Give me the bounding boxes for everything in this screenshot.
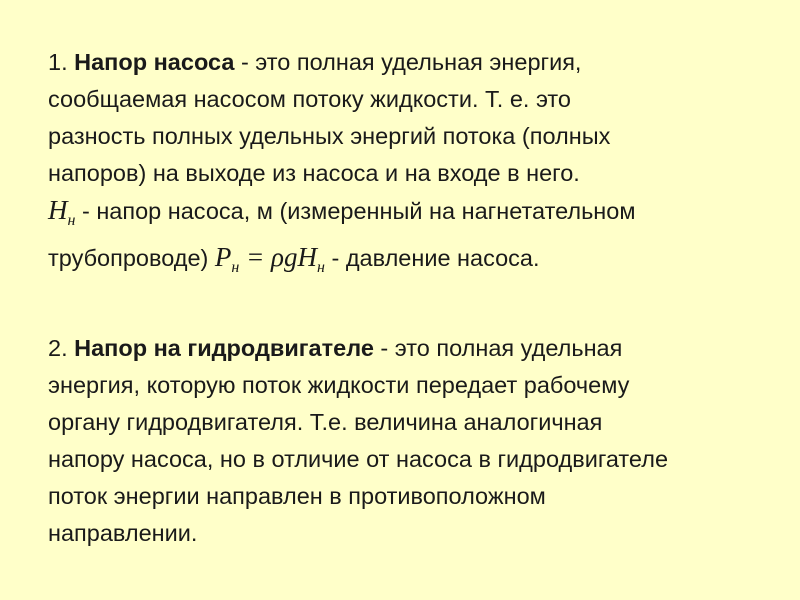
p1-line-1 [48, 44, 788, 81]
p2-line-6: направлении. [48, 520, 198, 546]
p1-number: 1. [48, 49, 75, 75]
p2-line1-rest: - это полная удельная [373, 335, 623, 361]
p2-line-1 [48, 330, 788, 367]
p2-number: 2. [48, 335, 75, 361]
p1-term: Напор насоса [74, 49, 235, 75]
p2-line-3: органу гидродвигателя. Т.е. величина аналогичная [48, 409, 603, 435]
paragraph-motor-head [48, 330, 788, 552]
formula-subscript: н [317, 259, 325, 276]
p2-term: Напор на гидродвигателе [74, 335, 374, 361]
h-subscript: н [67, 212, 76, 229]
p1-line-3: разность полных удельных энергий потока (полных [48, 123, 611, 149]
p1-line5-rest: - напор насоса, м (измеренный на нагнетательном [75, 198, 636, 224]
p-subscript: н [231, 259, 240, 276]
p2-line-2: энергия, которую поток жидкости передает рабочему [48, 372, 630, 398]
paragraph-pump-head [48, 44, 788, 286]
p1-line-6 [48, 239, 788, 286]
p1-line6-end: - давление насоса. [324, 245, 540, 271]
p1-line-2: сообщаемая насосом потоку жидкости. Т. е. это [48, 86, 571, 112]
p2-line-5: поток энергии направлен в противоположном [48, 483, 546, 509]
p1-line6-start: трубопроводе) [48, 245, 215, 271]
p-symbol: P [214, 242, 232, 272]
h-symbol: H [48, 195, 68, 225]
p2-line-4: напору насоса, но в отличие от насоса в гидродвигателе [48, 446, 669, 472]
p1-line-5 [48, 192, 788, 239]
p1-line1-rest: - это полная удельная энергия, [234, 49, 582, 75]
formula-mid: = ρgH [239, 242, 318, 272]
p1-line-4: напоров) на выходе из насоса и на входе в него. [48, 160, 580, 186]
